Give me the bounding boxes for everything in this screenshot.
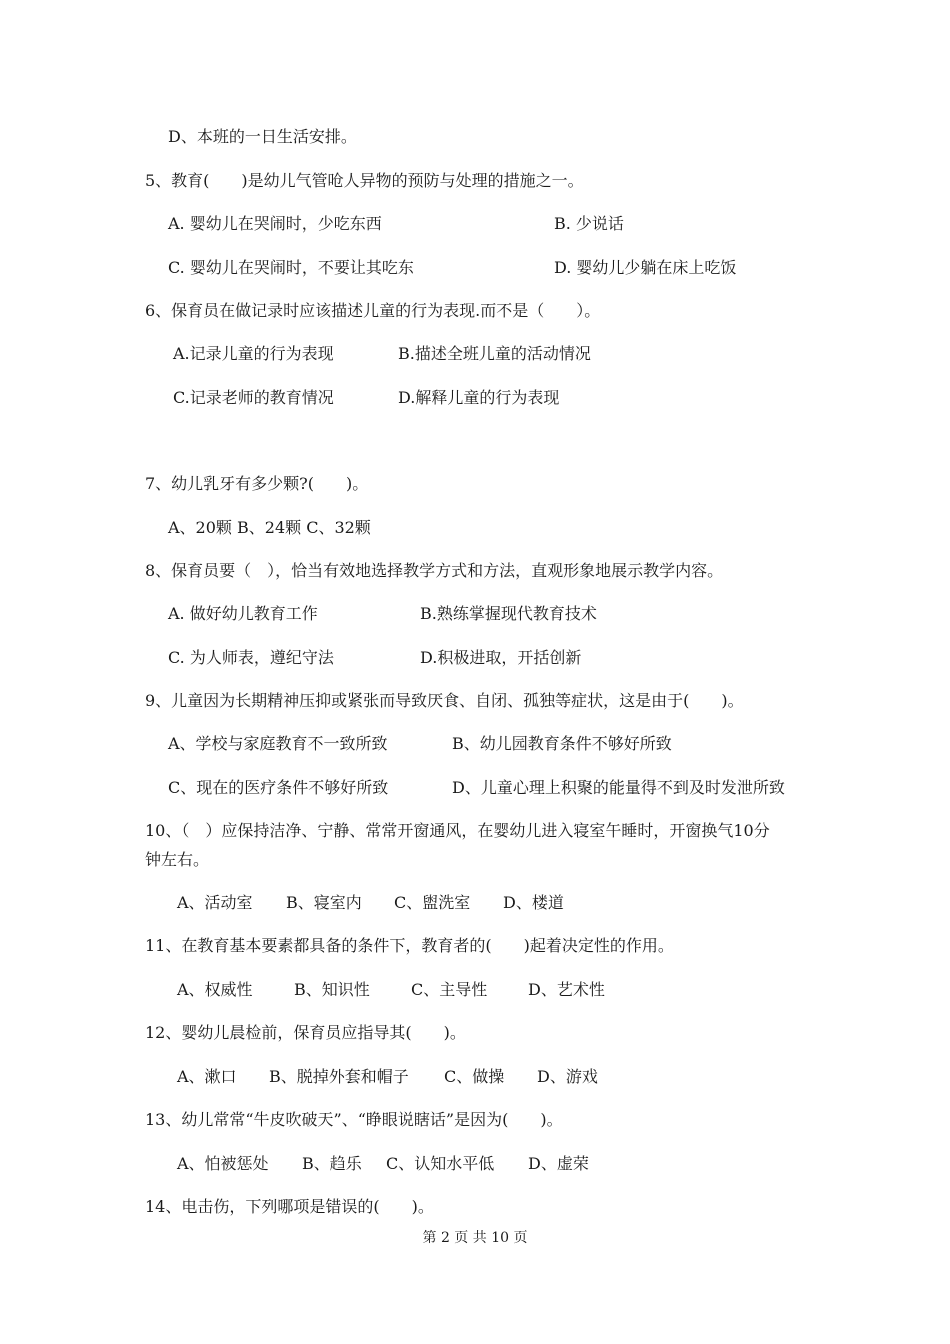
q13-option-c: C、认知水平低	[386, 1154, 495, 1173]
q5-option-b: B. 少说话	[554, 214, 624, 233]
q7-options: A、20颗 B、24颗 C、32颗	[168, 518, 371, 537]
q9-option-c: C、现在的医疗条件不够好所致	[168, 778, 389, 797]
q8-option-a: A. 做好幼儿教育工作	[168, 604, 318, 623]
q5-option-d: D. 婴幼儿少躺在床上吃饭	[554, 258, 737, 277]
q10-option-d: D、楼道	[503, 893, 564, 912]
q12-stem: 12、婴幼儿晨检前，保育员应指导其( )。	[145, 1023, 466, 1042]
q10-option-c: C、盥洗室	[394, 893, 471, 912]
q13-stem: 13、幼儿常常“牛皮吹破天”、“睁眼说瞎话”是因为( )。	[145, 1110, 563, 1129]
q9-option-a: A、学校与家庭教育不一致所致	[168, 734, 388, 753]
q6-option-d: D.解释儿童的行为表现	[398, 388, 560, 407]
q6-stem: 6、保育员在做记录时应该描述儿童的行为表现.而不是（ ）。	[145, 301, 601, 320]
q9-option-b: B、幼儿园教育条件不够好所致	[452, 734, 672, 753]
q8-option-d: D.积极进取，开括创新	[420, 648, 582, 667]
q7-stem: 7、幼儿乳牙有多少颗?( )。	[145, 474, 369, 493]
q10-option-a: A、活动室	[177, 893, 253, 912]
q9-option-d: D、儿童心理上积聚的能量得不到及时发泄所致	[452, 778, 785, 797]
q8-option-c: C. 为人师表，遵纪守法	[168, 648, 334, 667]
q5-option-a: A. 婴幼儿在哭闹时，少吃东西	[168, 214, 382, 233]
q10-stem-line2: 钟左右。	[145, 850, 210, 869]
q8-option-b: B.熟练掌握现代教育技术	[420, 604, 597, 623]
q11-stem: 11、在教育基本要素都具备的条件下，教育者的( )起着决定性的作用。	[145, 936, 674, 955]
q5-option-c: C. 婴幼儿在哭闹时，不要让其吃东	[168, 258, 414, 277]
q10-option-b: B、寝室内	[286, 893, 362, 912]
q10-stem-line1: 10、（ ）应保持洁净、宁静、常常开窗通风，在婴幼儿进入寝室午睡时，开窗换气10分	[145, 821, 770, 840]
q11-option-b: B、知识性	[294, 980, 370, 999]
q13-option-d: D、虚荣	[528, 1154, 589, 1173]
q8-stem: 8、保育员要（ ），恰当有效地选择教学方式和方法，直观形象地展示教学内容。	[145, 561, 724, 580]
q13-option-b: B、趋乐	[302, 1154, 362, 1173]
q13-option-a: A、怕被惩处	[177, 1154, 269, 1173]
q6-option-c: C.记录老师的教育情况	[173, 388, 334, 407]
q11-option-c: C、主导性	[411, 980, 488, 999]
q11-option-a: A、权威性	[177, 980, 253, 999]
q12-option-a: A、漱口	[177, 1067, 237, 1086]
page-number-footer: 第 2 页 共 10 页	[422, 1230, 528, 1246]
q12-option-c: C、做操	[444, 1067, 505, 1086]
q6-option-a: A.记录儿童的行为表现	[173, 344, 334, 363]
q14-stem: 14、电击伤，下列哪项是错误的( )。	[145, 1197, 434, 1216]
q5-stem: 5、教育( )是幼儿气管呛人异物的预防与处理的措施之一。	[145, 171, 584, 190]
q4-option-d: D、本班的一日生活安排。	[168, 127, 357, 146]
q6-option-b: B.描述全班儿童的活动情况	[398, 344, 591, 363]
q9-stem: 9、儿童因为长期精神压抑或紧张而导致厌食、自闭、孤独等症状，这是由于( )。	[145, 691, 744, 710]
q12-option-b: B、脱掉外套和帽子	[269, 1067, 409, 1086]
q12-option-d: D、游戏	[537, 1067, 598, 1086]
q11-option-d: D、艺术性	[528, 980, 605, 999]
